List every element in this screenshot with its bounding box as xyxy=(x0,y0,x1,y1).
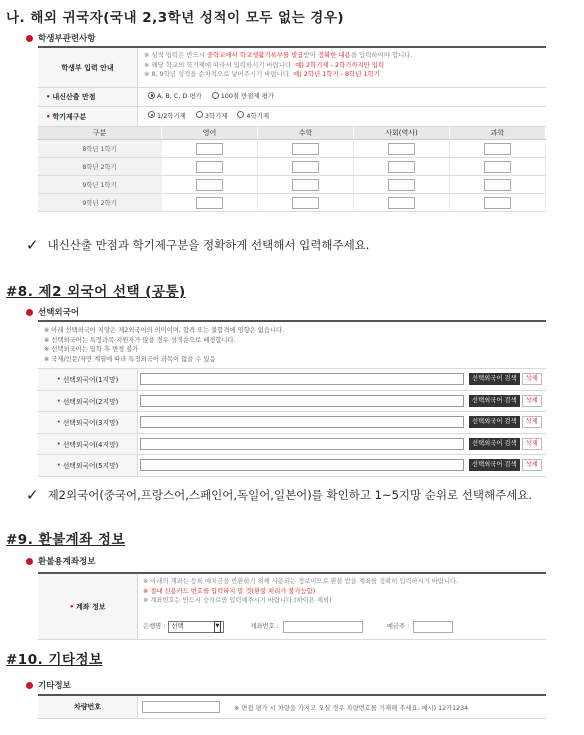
guide-line-part: 받아 xyxy=(303,51,318,59)
account-holder-input[interactable] xyxy=(413,621,453,633)
guide-line-part: 을 입력하여야 합니다. xyxy=(350,51,413,59)
delete-button[interactable]: 삭제 xyxy=(522,373,542,385)
grade-cell xyxy=(354,158,450,175)
semester-option[interactable] xyxy=(233,112,269,122)
refund-row xyxy=(38,574,546,640)
grade-input[interactable] xyxy=(292,161,319,173)
holder-label: 예금주 : xyxy=(386,623,410,631)
sub-title-etc: 기타정보 xyxy=(26,679,71,691)
section-heading-overseas: 나. 해외 귀국자(국내 2,3학년 성적이 모두 없는 경우) xyxy=(6,10,345,26)
grade-row xyxy=(38,194,546,212)
bank-label: 은행명 : xyxy=(143,623,166,631)
note-section1: ✓ 내신산출 만점과 학기제구분을 정확하게 선택해서 입력해주세요. xyxy=(26,236,370,254)
semester-label: • 학기제구분 xyxy=(38,107,138,126)
search-language-button[interactable]: 선택외국어 검색 xyxy=(469,459,520,471)
foreign-language-label-text: 선택외국어(5지망) xyxy=(62,462,119,471)
delete-button[interactable]: 삭제 xyxy=(522,395,542,407)
info-line: ※ 아래 선택외국어 지망은 제2외국어의 의미이며, 합격 또는 불합격에 영향은 없습니다. xyxy=(44,327,285,334)
foreign-language-input[interactable] xyxy=(140,438,464,450)
car-note: ※ 면접 평가 시 차량을 가지고 오실 경우 차량번호를 기재해 주세요. 예시) 12가1234 xyxy=(234,704,469,712)
sub-title-foreign-language: 선택외국어 xyxy=(26,306,79,318)
info-line: ※ 선택외국어는 입학 후 변경 불가 xyxy=(44,346,139,353)
grade-input[interactable] xyxy=(388,161,415,173)
foreign-language-label-text: 선택외국어(3지망) xyxy=(62,419,119,428)
sub-title-student-record xyxy=(26,32,95,44)
refund-note: ※ 아래의 계좌는 등록 예치금을 반환하기 위해 사용되는 정보이므로 환불 받을 계좌를 정확히 입력하시기 바랍니다. xyxy=(143,578,459,585)
semester-option-label: 3학기제 xyxy=(204,111,228,120)
foreign-language-label-text: 선택외국어(2지망) xyxy=(62,397,119,406)
sub-title-refund: 환불용계좌정보 xyxy=(26,555,95,567)
foreign-language-label xyxy=(38,369,138,390)
foreign-language-row xyxy=(38,369,546,391)
conversion-option-label: 100점 만점제 평가 xyxy=(220,92,275,101)
guide-text xyxy=(138,48,546,87)
grade-input[interactable] xyxy=(484,179,511,191)
grade-cell xyxy=(258,194,354,211)
checkmark-icon: ✓ xyxy=(26,236,39,254)
foreign-language-input[interactable] xyxy=(140,395,464,407)
guide-line xyxy=(144,61,540,71)
foreign-language-label-text: 선택외국어(4지망) xyxy=(62,440,119,449)
required-mark: • xyxy=(56,418,61,427)
grade-row-label: 9학년 2학기 xyxy=(38,194,162,211)
bank-select-value: 선택 xyxy=(171,623,184,631)
grade-cell xyxy=(450,176,546,193)
note-section2: ✓ 제2외국어(중국어,프랑스어,스페인어,독일어,일본어)를 확인하고 1~5지망 순위로 선택해주세요. xyxy=(26,486,533,504)
grade-cell xyxy=(162,194,258,211)
foreign-language-row xyxy=(38,455,546,477)
required-mark: • xyxy=(56,375,61,384)
refund-box xyxy=(38,572,546,640)
grade-cell xyxy=(258,158,354,175)
grade-input[interactable] xyxy=(388,179,415,191)
grade-row xyxy=(38,158,546,176)
car-row xyxy=(38,696,546,719)
delete-button[interactable]: 삭제 xyxy=(522,416,542,428)
grade-cell xyxy=(354,194,450,211)
delete-button[interactable]: 삭제 xyxy=(522,459,542,471)
conversion-options xyxy=(138,88,546,106)
grade-input[interactable] xyxy=(196,197,223,209)
foreign-language-box xyxy=(38,320,546,477)
grade-input[interactable] xyxy=(388,197,415,209)
radio-icon xyxy=(212,92,219,99)
bullet-icon xyxy=(26,35,33,42)
grid-header-cell: 영어 xyxy=(162,127,258,139)
foreign-language-input[interactable] xyxy=(140,416,464,428)
conversion-row xyxy=(38,88,546,107)
conversion-label: • 내신산출 만점 xyxy=(38,88,138,106)
grade-grid-body xyxy=(38,140,546,212)
student-record-box xyxy=(38,46,546,212)
account-label: • 계좌 정보 xyxy=(38,574,138,639)
foreign-language-rows xyxy=(38,369,546,477)
foreign-language-label xyxy=(38,391,138,412)
guide-line-part: ※ 8, 9학년 성적을 순차적으로 넣어주시기 바랍니다. xyxy=(144,70,294,78)
guide-line-part: 예) 2학년 1학기 - 8학년 1학기 xyxy=(293,70,380,78)
grade-cell xyxy=(258,176,354,193)
guide-line-part: 정확한 내용 xyxy=(317,51,351,59)
guide-line xyxy=(144,70,540,80)
bullet-icon xyxy=(26,682,33,689)
foreign-language-input[interactable] xyxy=(140,373,464,385)
refund-note: ※ 계좌번호는 반드시 숫자로만 입력해주시기 바랍니다.(하이픈 제외) xyxy=(143,597,332,604)
guide-line-part: 예) 2학기제 - 2학기까지만 입력 xyxy=(295,60,385,69)
search-language-button[interactable]: 선택외국어 검색 xyxy=(469,395,520,407)
grade-cell xyxy=(354,176,450,193)
car-label: 차량번호 xyxy=(38,696,138,718)
grade-row-label: 8학년 2학기 xyxy=(38,158,162,175)
grade-cell xyxy=(354,140,450,157)
grid-header-cell: 사회(역사) xyxy=(354,127,450,139)
semester-row xyxy=(38,107,546,127)
section-heading-refund: #9. 환불계좌 정보 xyxy=(6,532,125,548)
grade-row-label: 8학년 1학기 xyxy=(38,140,162,157)
required-mark: • xyxy=(56,461,61,470)
guide-label: 학생부 입력 안내 xyxy=(38,48,138,87)
foreign-language-row xyxy=(38,412,546,434)
grade-cell xyxy=(162,176,258,193)
conversion-option-label: A, B, C, D 평가 xyxy=(157,92,202,101)
semester-options xyxy=(138,107,546,126)
guide-line-part: ※ 성적 입력은 반드시 xyxy=(144,51,207,59)
grade-cell xyxy=(162,140,258,157)
grid-header-cell: 구분 xyxy=(38,127,162,139)
grade-grid-header xyxy=(38,127,546,140)
refund-content xyxy=(138,574,546,639)
semester-option-label: 1/2학기제 xyxy=(157,111,186,120)
guide-line-part: 중학교에서 학교생활기록부를 발급 xyxy=(206,51,304,59)
grade-input[interactable] xyxy=(196,143,223,155)
foreign-language-label xyxy=(38,412,138,433)
info-line: ※ 국제/인문/자연 계열에 따라 특정외국어 과목이 없을 수 있음 xyxy=(44,355,216,363)
grade-input[interactable] xyxy=(484,143,511,155)
grade-cell xyxy=(258,140,354,157)
foreign-language-info xyxy=(38,322,546,369)
refund-fields xyxy=(143,621,453,633)
radio-icon xyxy=(148,92,155,99)
account-number-input[interactable] xyxy=(283,621,363,633)
search-language-button[interactable]: 선택외국어 검색 xyxy=(469,438,520,450)
refund-notes xyxy=(143,577,541,606)
grade-cell xyxy=(450,140,546,157)
bank-select[interactable] xyxy=(168,621,224,633)
required-mark: • xyxy=(56,439,61,448)
grade-input[interactable] xyxy=(388,143,415,155)
semester-option[interactable] xyxy=(192,112,228,122)
guide-line xyxy=(144,51,540,61)
foreign-language-label-text: 선택외국어(1지망) xyxy=(62,376,119,385)
account-number-label: 계좌번호 : xyxy=(250,623,279,631)
conversion-option[interactable] xyxy=(208,92,274,102)
search-language-button[interactable]: 선택외국어 검색 xyxy=(469,373,520,385)
foreign-language-label xyxy=(38,455,138,476)
foreign-language-label xyxy=(38,434,138,455)
radio-icon xyxy=(148,111,155,118)
guide-line-part: ※ 해당 학교의 학기제에 따라서 입력하시기 바랍니다. xyxy=(144,60,296,69)
delete-button[interactable]: 삭제 xyxy=(522,438,542,450)
search-language-button[interactable]: 선택외국어 검색 xyxy=(469,416,520,428)
sub-title-label: 학생부관련사항 xyxy=(38,34,96,44)
grid-header-cell: 과학 xyxy=(450,127,546,139)
radio-icon xyxy=(237,111,244,118)
grade-cell xyxy=(162,158,258,175)
foreign-language-row xyxy=(38,391,546,413)
grade-input[interactable] xyxy=(196,179,223,191)
grade-row xyxy=(38,140,546,158)
grade-input[interactable] xyxy=(484,197,511,209)
info-line: ※ 선택외국어는 특정과목 지원자가 많을 경우 성적순으로 배정합니다. xyxy=(44,336,236,344)
section-heading-foreign-language: #8. 제2 외국어 선택 (공통) xyxy=(6,284,186,300)
grade-input[interactable] xyxy=(292,197,319,209)
car-content xyxy=(138,701,546,713)
section-heading-etc: #10. 기타정보 xyxy=(6,652,103,668)
guide-row xyxy=(38,48,546,88)
foreign-language-input[interactable] xyxy=(140,459,464,471)
grade-input[interactable] xyxy=(292,143,319,155)
checkmark-icon: ✓ xyxy=(26,486,39,504)
grid-header-cell: 수학 xyxy=(258,127,354,139)
semester-option[interactable] xyxy=(144,112,186,122)
foreign-language-row xyxy=(38,434,546,456)
grade-input[interactable] xyxy=(484,161,511,173)
bullet-icon xyxy=(26,309,33,316)
required-mark: • xyxy=(56,396,61,405)
bullet-icon xyxy=(26,558,33,565)
grade-row-label: 9학년 1학기 xyxy=(38,176,162,193)
refund-note: ※ 절대 신용카드 번호를 입력하지 말 것(환불 처리가 불가능함) xyxy=(143,587,316,595)
etc-box xyxy=(38,694,546,719)
grade-cell xyxy=(450,158,546,175)
grade-cell xyxy=(450,194,546,211)
car-number-input[interactable] xyxy=(142,701,220,713)
grade-input[interactable] xyxy=(196,161,223,173)
grade-input[interactable] xyxy=(292,179,319,191)
grade-row xyxy=(38,176,546,194)
semester-option-label: 4학기제 xyxy=(246,111,269,120)
radio-icon xyxy=(196,111,203,118)
chevron-down-icon: ▼ xyxy=(214,621,222,633)
conversion-option[interactable] xyxy=(144,92,202,102)
